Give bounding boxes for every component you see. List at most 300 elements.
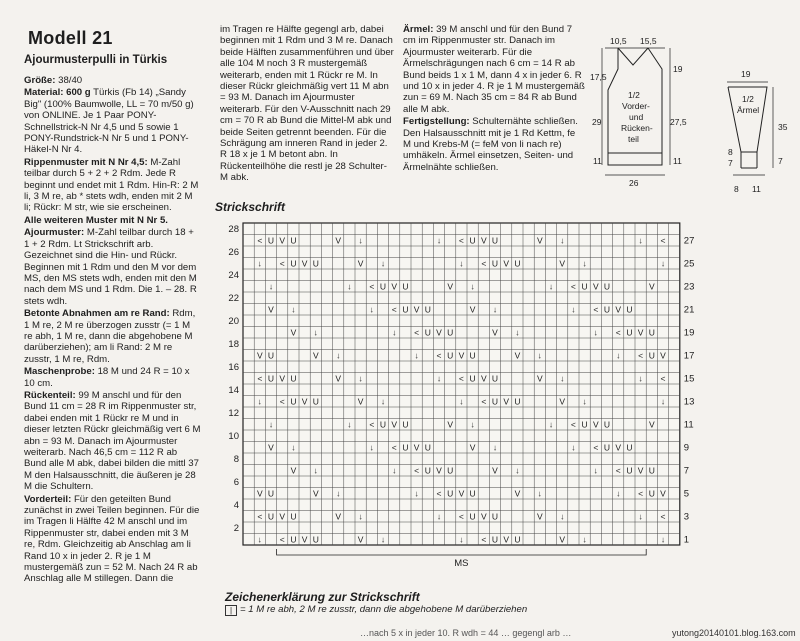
chart-symbol: U (290, 235, 297, 246)
paragraph-text: im Tragen re Hälfte gegengl arb, dabei beginnen mit 1 Rdm und 3 M re. Danach beide Hälften zusammenführen und über alle 104 M noch 3 R mustergemäß weiterarb, enden mit 1 Rückr re M. In dieser Rückr gleichmäßig vert 11 M abn = 93 M. Danach im Ajourmuster weiterarb. Für den V-Ausschnitt nach 29 cm = 70 R ab Bund die Mittel-M abk und beide Seiten getrennt beenden. Für die Schrägung am inneren Rand in jeder 2. R 18 x je 1 M betont abn. In Rückenteilhöhe die restl je 28 Schulter-M abk. (220, 24, 394, 184)
back-neckline (618, 48, 648, 65)
chart-symbol: U (491, 396, 499, 407)
chart-symbol: ↓ (347, 419, 352, 430)
chart-symbol: V (357, 396, 364, 407)
chart-symbol: < (257, 373, 263, 384)
chart-symbol: V (615, 304, 622, 315)
chart-symbol: U (402, 281, 409, 292)
chart-symbol: V (279, 373, 286, 384)
paragraph-label: Ärmel: (403, 24, 434, 35)
watermark: yutong20140101.blog.163.com (672, 628, 796, 638)
chart-symbol: ↓ (369, 304, 374, 315)
chart-symbol: < (481, 534, 487, 545)
chart-symbol: V (503, 396, 510, 407)
chart-symbol: ↓ (638, 235, 643, 246)
chart-symbol: U (469, 235, 476, 246)
chart-symbol: V (391, 419, 398, 430)
chart-symbol: V (458, 350, 465, 361)
chart-symbol: U (424, 442, 431, 453)
row-label-right: 5 (683, 488, 690, 500)
chart-symbol: V (290, 327, 297, 338)
chart-symbol: U (469, 488, 476, 499)
dim-29: 29 (592, 117, 602, 127)
chart-symbol: < (570, 419, 576, 430)
chart-symbol: U (514, 396, 521, 407)
chart-symbol: U (491, 235, 499, 246)
row-label-left: 2 (233, 523, 239, 534)
row-label-left: 20 (228, 316, 239, 327)
chart-symbol: V (536, 373, 543, 384)
chart-symbol: U (514, 258, 521, 269)
sleeve-dim-11: 11 (752, 184, 761, 194)
chart-symbol: U (379, 419, 387, 430)
chart-symbol: V (559, 396, 566, 407)
dim-27-5: 27,5 (670, 117, 687, 127)
chart-symbol: ↓ (313, 465, 318, 476)
chart-symbol: ↓ (459, 258, 464, 269)
chart-symbol: U (424, 304, 431, 315)
chart-symbol: U (267, 511, 275, 522)
chart-symbol: V (492, 327, 498, 338)
bottom-cut-text: …nach 5 x in jeder 10. R wdh = 44 … gegengl arb … (360, 628, 572, 638)
chart-symbol: ↓ (380, 258, 386, 269)
chart-symbol: V (648, 419, 655, 430)
front-label-2: Vorder- (622, 101, 650, 111)
sleeve-label-1: 1/2 (742, 94, 754, 104)
paragraph-label: Vorderteil: (24, 493, 72, 505)
chart-symbol: U (648, 488, 655, 499)
chart-symbol: V (637, 465, 644, 476)
chart-symbol: U (267, 235, 275, 246)
chart-symbol: V (279, 511, 286, 522)
chart-symbol: U (626, 442, 633, 453)
chart-symbol: U (603, 442, 611, 453)
chart-symbol: ↓ (414, 350, 419, 361)
row-label-right: 9 (683, 442, 690, 454)
row-label-right: 1 (683, 534, 690, 546)
paragraph (24, 157, 201, 214)
chart-symbol: V (469, 304, 476, 315)
chart-symbol: < (481, 258, 487, 269)
paragraph (403, 116, 585, 173)
chart-symbol: ↓ (515, 465, 520, 476)
dim-11b: 11 (673, 156, 682, 166)
paragraph-label: Rippenmuster mit N Nr 4,5: (24, 156, 148, 168)
paragraph (24, 390, 201, 493)
chart-symbol: ↓ (660, 396, 666, 407)
chart-symbol: V (436, 465, 442, 476)
chart-symbol: U (312, 258, 319, 269)
legend-symbol: | (225, 605, 237, 616)
chart-symbol: V (637, 327, 644, 338)
row-label-right: 21 (683, 304, 695, 316)
chart-symbol: U (469, 350, 476, 361)
chart-symbol: U (290, 511, 297, 522)
row-label-left: 10 (228, 431, 239, 442)
chart-symbol: V (357, 258, 364, 269)
chart-symbol: < (436, 350, 442, 361)
chart-symbol: V (391, 281, 398, 292)
sleeve-dim-8b: 8 (734, 184, 739, 194)
chart-symbol: < (414, 465, 420, 476)
chart-symbol: < (593, 442, 599, 453)
legend-item (225, 604, 527, 616)
chart-symbol: ↓ (291, 304, 296, 315)
dim-top-left: 10,5 (610, 36, 627, 46)
chart-symbol: V (514, 488, 521, 499)
chart-symbol: ↓ (660, 534, 666, 545)
chart-symbol: ↓ (436, 235, 442, 246)
chart-symbol: U (648, 327, 655, 338)
chart-symbol: ↓ (560, 235, 565, 246)
chart-symbol: U (379, 281, 387, 292)
chart-symbol: V (536, 511, 543, 522)
paragraph-text: M-Zahl teilbar durch 5 + 2 + 2 Rdm. Jede R beginnt und endet mit 1 Rdm. Hin-R: 2 M li, 3 M re, ab * stets wdh, enden mit 2 M li; Rückr: M str, wie sie erscheinen. (24, 156, 199, 214)
chart-symbol: V (447, 419, 454, 430)
paragraph-text: Schulternähte schließen. Den Halsausschnitt mit je 1 Rd Kettm, fe M und Krebs-M (= feM von li nach re) umhäkeln. Ärmel einsetzen, Seiten- und Ärmelnähte schließen. (403, 116, 578, 173)
chart-symbol: V (301, 534, 308, 545)
chart-symbol: U (447, 465, 454, 476)
paragraph (24, 308, 201, 365)
chart-symbol: U (267, 488, 275, 499)
chart-symbol: V (447, 281, 454, 292)
chart-symbol: ↓ (571, 304, 576, 315)
chart-symbol: U (626, 304, 633, 315)
row-label-left: 12 (228, 408, 239, 419)
chart-symbol: ↓ (268, 419, 274, 430)
page-subtitle: Ajourmusterpulli in Türkis (24, 54, 168, 66)
chart-symbol: U (491, 258, 499, 269)
chart-symbol: ↓ (392, 465, 397, 476)
row-label-left: 14 (228, 385, 239, 396)
chart-symbol: U (626, 465, 633, 476)
chart-symbol: U (648, 465, 655, 476)
chart-symbol: < (369, 419, 375, 430)
chart-symbol: V (559, 534, 566, 545)
schematic-diagrams (585, 30, 800, 200)
instructions-column-2 (220, 24, 394, 185)
chart-symbol: V (312, 350, 319, 361)
row-label-left: 6 (233, 477, 239, 488)
chart-symbol: U (447, 350, 454, 361)
chart-symbol: ↓ (470, 281, 475, 292)
chart-symbol: U (290, 258, 297, 269)
chart-symbol: ↓ (358, 373, 363, 384)
chart-symbol: ↓ (616, 488, 621, 499)
paragraph-text: 99 M anschl und für den Bund 11 cm = 28 R im Rippenmuster str, dabei enden mit 1 Rückr re M und in dieser letzten Rückr gleichmäßig vert 6 M abn = 93 M. Danach im Ajourmuster weiterarb. Nach 46,5 cm = 112 R ab Bund alle M abk, dabei bilden die mittl 37 M den Halsausschnitt, die äußeren je 28 M die Schultern. (24, 389, 201, 493)
chart-symbol: ↓ (336, 488, 341, 499)
chart-symbol: V (268, 304, 274, 315)
chart-symbol: ↓ (660, 258, 666, 269)
chart-symbol: < (458, 235, 464, 246)
chart-symbol: ↓ (492, 442, 498, 453)
chart-symbol: V (503, 534, 510, 545)
chart-symbol: ↓ (380, 396, 386, 407)
chart-symbol: < (660, 235, 666, 246)
sleeve-dim-7b: 7 (778, 156, 783, 166)
row-label-left: 24 (228, 270, 239, 281)
chart-symbol: V (648, 281, 655, 292)
chart-symbol: V (480, 373, 487, 384)
chart-symbol: U (491, 373, 499, 384)
chart-symbol: ↓ (313, 327, 318, 338)
paragraph (24, 227, 201, 307)
chart-symbol: V (256, 488, 263, 499)
chart-symbol: V (256, 350, 263, 361)
chart-symbol: ↓ (537, 350, 542, 361)
chart-symbol: V (480, 511, 487, 522)
row-label-left: 22 (228, 293, 239, 304)
ms-bracket (277, 549, 647, 555)
chart-symbol: V (335, 373, 342, 384)
row-label-right: 17 (683, 350, 695, 362)
page-title: Modell 21 (28, 28, 113, 48)
instructions-column-1 (24, 75, 201, 586)
row-label-left: 8 (233, 454, 239, 465)
chart-symbol: ↓ (257, 534, 262, 545)
chart-symbol: ↓ (548, 281, 554, 292)
chart-symbol: V (480, 235, 487, 246)
chart-symbol: < (458, 511, 464, 522)
row-label-right: 25 (683, 258, 695, 270)
chart-symbol: U (312, 534, 319, 545)
chart-symbol: U (447, 327, 454, 338)
chart-symbol: < (638, 350, 644, 361)
chart-symbol: U (514, 534, 521, 545)
sleeve-dim-19: 19 (741, 69, 751, 79)
chart-symbol: ↓ (358, 511, 363, 522)
chart-symbol: < (391, 304, 397, 315)
chart-symbol: < (279, 534, 285, 545)
chart-symbol: U (581, 419, 588, 430)
row-label-right: 7 (683, 465, 690, 477)
chart-symbol: ↓ (582, 534, 587, 545)
row-label-right: 13 (683, 396, 695, 408)
row-label-right: 3 (683, 511, 690, 523)
legend-title: Zeichenerklärung zur Strickschrift (225, 590, 420, 604)
chart-symbol: U (491, 511, 499, 522)
chart-symbol: < (436, 488, 442, 499)
paragraph-label: Material: 600 g (24, 87, 91, 99)
dim-11a: 11 (593, 156, 602, 166)
chart-symbol: U (267, 373, 275, 384)
front-label-3: und (629, 112, 644, 122)
chart-symbol: U (447, 488, 454, 499)
chart-symbol: ↓ (459, 534, 464, 545)
chart-symbol: < (458, 373, 464, 384)
chart-symbol: V (335, 235, 342, 246)
chart-symbol: V (290, 465, 297, 476)
front-label-4: Rücken- (621, 123, 653, 133)
chart-symbol: V (503, 258, 510, 269)
chart-symbol: V (660, 350, 666, 361)
legend-text: = 1 M re abh, 2 M re zusstr, dann die abgehobene M darüberziehen (240, 604, 528, 615)
chart-symbol: U (290, 373, 297, 384)
paragraph-label: Fertigstellung: (403, 116, 470, 128)
chart-symbol: V (335, 511, 342, 522)
chart-symbol: < (391, 442, 397, 453)
chart-symbol: U (581, 281, 588, 292)
row-label-left: 18 (228, 339, 239, 350)
chart-symbol: ↓ (436, 511, 442, 522)
chart-symbol: ↓ (537, 488, 542, 499)
chart-symbol: U (402, 419, 409, 430)
chart-symbol: U (402, 442, 409, 453)
dim-19: 19 (673, 64, 683, 74)
paragraph-label: Alle weiteren Muster mit N Nr 5. (24, 214, 168, 226)
chart-symbol: ↓ (392, 327, 397, 338)
chart-symbol: U (626, 327, 633, 338)
paragraph-label: Betonte Abnahmen am re Rand: (24, 308, 170, 320)
paragraph (24, 494, 201, 585)
sleeve-dim-7a: 7 (728, 158, 733, 168)
chart-symbol: U (469, 373, 476, 384)
chart-title: Strickschrift (215, 200, 286, 214)
paragraph-label: Maschenprobe: (24, 366, 95, 378)
chart-symbol: ↓ (582, 258, 587, 269)
chart-symbol: U (424, 465, 431, 476)
chart-symbol: ↓ (459, 396, 464, 407)
sleeve-dim-8a: 8 (728, 147, 733, 157)
chart-symbol: ↓ (358, 235, 363, 246)
row-label-right: 23 (683, 281, 695, 293)
chart-symbol: V (436, 327, 442, 338)
chart-symbol: V (301, 396, 308, 407)
paragraph (24, 366, 201, 389)
chart-symbol: ↓ (492, 304, 498, 315)
chart-symbol: U (491, 534, 499, 545)
chart-symbol: V (413, 442, 420, 453)
chart-symbol: ↓ (257, 396, 262, 407)
chart-symbol: V (301, 258, 308, 269)
chart-symbol: V (592, 281, 599, 292)
sleeve-label-2: Ärmel (737, 105, 760, 115)
chart-symbol: U (603, 281, 611, 292)
chart-symbol: U (603, 304, 611, 315)
chart-symbol: V (458, 488, 465, 499)
chart-symbol: U (290, 396, 297, 407)
chart-symbol: V (279, 235, 286, 246)
chart-symbol: ↓ (560, 373, 565, 384)
chart-symbol: < (279, 258, 285, 269)
paragraph-label: Ajourmuster: (24, 227, 85, 239)
chart-symbol: < (638, 488, 644, 499)
chart-symbol: ↓ (268, 281, 274, 292)
row-label-left: 16 (228, 362, 239, 373)
chart-symbol: V (615, 442, 622, 453)
chart-symbol: ↓ (257, 258, 262, 269)
chart-symbol: V (592, 419, 599, 430)
chart-symbol: V (514, 350, 521, 361)
chart-symbol: < (257, 235, 263, 246)
chart-symbol: ↓ (336, 350, 341, 361)
chart-symbol: U (290, 534, 297, 545)
chart-symbol: ↓ (515, 327, 520, 338)
dim-top-right: 15,5 (640, 36, 657, 46)
chart-symbol: ↓ (369, 442, 374, 453)
ms-label: MS (454, 558, 469, 569)
chart-symbol: < (660, 373, 666, 384)
paragraph-text: Für den geteilten Bund zunächst in zwei Teilen beginnen. Für die im Tragen li Hälfte 42 M anschl und im Rippenmuster str, dabei enden mit 3 M re, Rdm. Gleichzeitig ab Anschlag am li Rand 10 x in jeder 2. R je 1 M mustergemäß zun = 52 M. Nach 24 R ab Anschlag alle M stillegen. Dann die (24, 493, 200, 585)
chart-symbol: V (559, 258, 566, 269)
chart-symbol: V (357, 534, 364, 545)
row-label-left: 28 (228, 224, 239, 235)
chart-symbol: ↓ (638, 511, 643, 522)
chart-symbol: V (492, 465, 498, 476)
paragraph-label: Rückenteil: (24, 389, 76, 401)
row-label-right: 19 (683, 327, 695, 339)
chart-symbol: U (267, 350, 275, 361)
chart-symbol: ↓ (560, 511, 565, 522)
chart-symbol: ↓ (638, 373, 643, 384)
chart-symbol: U (469, 511, 476, 522)
chart-symbol: < (481, 396, 487, 407)
knitting-chart (215, 215, 715, 585)
front-label-1: 1/2 (628, 90, 640, 100)
chart-symbol: < (660, 511, 666, 522)
paragraph (24, 87, 201, 155)
chart-symbol: U (402, 304, 409, 315)
chart-symbol: V (536, 235, 543, 246)
chart-symbol: ↓ (414, 488, 419, 499)
chart-symbol: ↓ (380, 534, 386, 545)
paragraph-text: M-Zahl teilbar durch 18 + 1 + 2 Rdm. Lt Strickschrift arb. Gezeichnet sind die Hin- und Rückr. Beginnen mit 1 Rdm und den M vor dem MS, den MS stets wdh, enden mit den M nach dem MS und 1 Rdm. Die 1. – 28. R stets wdh. (24, 227, 197, 307)
paragraph (24, 75, 201, 86)
chart-symbol: < (279, 396, 285, 407)
chart-symbol: ↓ (291, 442, 296, 453)
paragraph-label: Größe: (24, 75, 56, 86)
chart-symbol: V (660, 488, 666, 499)
chart-symbol: ↓ (593, 465, 598, 476)
chart-symbol: ↓ (347, 281, 352, 292)
chart-symbol: U (312, 396, 319, 407)
row-label-right: 27 (683, 235, 695, 247)
front-label-5: teil (628, 134, 639, 144)
paragraph (220, 24, 394, 184)
chart-symbol: ↓ (571, 442, 576, 453)
row-label-right: 15 (683, 373, 695, 385)
paragraph (403, 24, 585, 115)
chart-symbol: V (268, 442, 274, 453)
dim-17-5: 17,5 (590, 72, 607, 82)
chart-symbol: < (414, 327, 420, 338)
paragraph-text: 39 M anschl und für den Bund 7 cm im Rippenmuster str. Danach im Ajourmuster weiterarb. Für die Ärmelschrägungen nach 6 cm = 14 R ab Bund beids 1 x 1 M, dann 4 x in jeder 6. R und 10 x in jeder 4. R je 1 M mustergemäß zun = 69 M. Nach 35 cm = 84 R ab Bund alle M abk. (403, 24, 585, 115)
row-label-left: 26 (228, 247, 239, 258)
chart-symbol: V (413, 304, 420, 315)
paragraph-text: 18 M und 24 R = 10 x 10 cm. (24, 366, 190, 389)
instructions-column-3 (403, 24, 585, 174)
chart-symbol: ↓ (616, 350, 621, 361)
chart-symbol: U (603, 419, 611, 430)
chart-symbol: < (593, 304, 599, 315)
chart-symbol: < (615, 465, 621, 476)
dim-26: 26 (629, 178, 639, 188)
chart-symbol: ↓ (582, 396, 587, 407)
chart-symbol: U (648, 350, 655, 361)
row-label-right: 11 (683, 419, 694, 431)
chart-symbol: ↓ (548, 419, 554, 430)
chart-symbol: ↓ (593, 327, 598, 338)
row-label-left: 4 (233, 500, 239, 511)
chart-symbol: V (312, 488, 319, 499)
chart-symbol: ↓ (470, 419, 475, 430)
chart-symbol: < (369, 281, 375, 292)
paragraph-text: Rdm, 1 M re, 2 M re überzogen zusstr (= 1 M re abh, 1 M re, dann die abgehobene M darüberziehen); am li Rand: 2 M re zusstr, 1 M re, Rdm. (24, 308, 196, 365)
sleeve-dim-35: 35 (778, 122, 788, 132)
paragraph (24, 215, 201, 226)
chart-symbol: < (570, 281, 576, 292)
chart-symbol: < (615, 327, 621, 338)
